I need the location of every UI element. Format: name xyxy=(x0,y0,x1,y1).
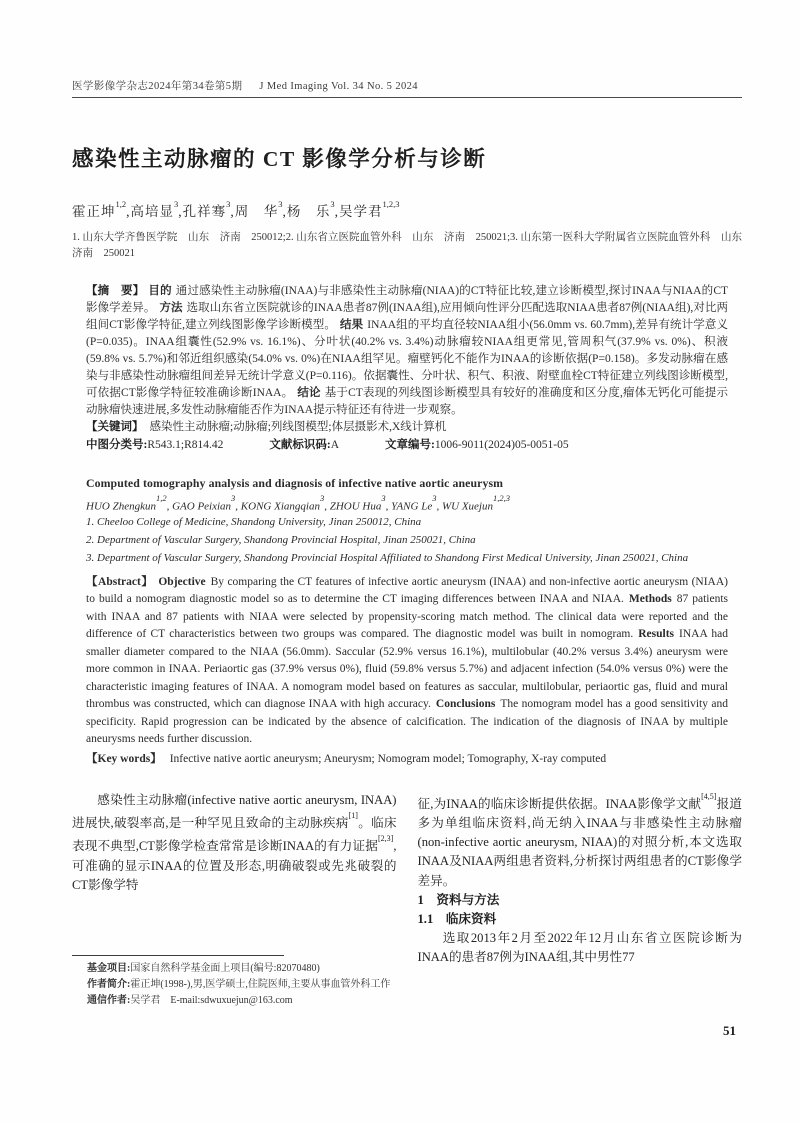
author-affil-sup: 3 xyxy=(174,198,179,209)
corresponding-author-note xyxy=(72,993,397,1009)
corresponding-author-text: 吴学君 E-mail:sdwuxuejun@163.com xyxy=(130,994,293,1006)
doc-code-label: 文献标识码: xyxy=(269,439,331,451)
body-paragraph-methods: 选取2013年2月至2022年12月山东省立医院诊断为INAA的患者87例为INAA组,其中男性77 xyxy=(417,931,742,965)
author-zh: ,杨 乐 xyxy=(282,204,331,219)
section-heading-1: 1 资料与方法 xyxy=(417,892,500,907)
methods-label: 方法 xyxy=(159,302,183,314)
body-paragraph-right xyxy=(418,791,743,891)
author-affil-sup: 1,2,3 xyxy=(382,198,400,209)
author-en: HUO Zhengkun xyxy=(86,500,156,513)
authors-zh xyxy=(72,200,742,220)
article-id xyxy=(385,437,569,454)
conclusions-en-label: Conclusions xyxy=(435,698,496,711)
results-text: INAA组的平均直径较NIAA组小(56.0mm vs. 60.7mm),差异有统计学意义(P=0.035)。INAA组囊性(52.9% vs. 16.1%)、分叶状(40.2% vs. 3.4%)动脉瘤较NIAA组更常见,管周积气(37.9% vs. 0%)、积液(59.8% vs. 5.7%)和邻近组织感染(54.0% vs. 0%)在NIAA组罕见。瘤壁钙化不能作为INAA的诊断依据(P=0.158)。多发动脉瘤在感染与非感染性动脉瘤组间差异无统计学意义(P=0.116)。依据囊性、分叶状、积气、积液、附壁血栓CT特征建立列线图诊断模型,可依据CT影像学特征较准确诊断INAA。 xyxy=(86,319,729,399)
author-zh: ,周 华 xyxy=(230,204,279,219)
body-paragraph-left xyxy=(72,791,397,895)
running-head-en: J Med Imaging Vol. 34 No. 5 2024 xyxy=(259,81,418,92)
body-text: 。临床表现不典型,CT影像学检查常常是诊断INAA的有力证据 xyxy=(72,816,397,854)
right-column xyxy=(418,791,743,1009)
authors-en xyxy=(86,493,728,513)
article-title-en: Computed tomography analysis and diagnosis of infective native aortic aneurysm xyxy=(86,476,504,490)
doc-code-value: A xyxy=(330,439,340,451)
author-en: , GAO Peixian xyxy=(166,500,232,513)
objective-en-text: By comparing the CT features of infective aortic aneurysm (INAA) and non-infective aortic aneurysm (NIAA) to build a nomogram diagnostic model so as to determine the CT imaging differences between INAA and NIAA. xyxy=(86,575,728,606)
left-column xyxy=(72,791,397,1009)
abstract-label: 【摘 要】 xyxy=(86,285,145,297)
funding-label: 基金项目: xyxy=(87,963,131,975)
results-label: 结果 xyxy=(340,319,364,331)
abstract-en-label: 【Abstract】 xyxy=(86,575,154,588)
methods-en-label: Methods xyxy=(628,593,672,606)
author-zh: ,孔祥骞 xyxy=(178,204,227,219)
corresponding-author-label: 通信作者: xyxy=(87,994,131,1006)
author-affil-sup: 3 xyxy=(278,198,283,209)
keywords-en xyxy=(86,751,728,768)
reference-citation: [2,3] xyxy=(378,834,394,844)
article-id-label: 文章编号: xyxy=(385,439,435,451)
body-text: ,可准确的显示INAA的位置及形态,明确破裂或先兆破裂的CT影像学特 xyxy=(72,839,397,892)
author-bio-label: 作者简介: xyxy=(87,979,131,991)
section-heading-1-1: 1.1 临床资料 xyxy=(417,912,497,927)
english-block xyxy=(86,476,728,768)
author-zh: ,吴学君 xyxy=(334,204,383,219)
author-en: , YANG Le xyxy=(385,500,433,513)
author-zh: 霍正坤 xyxy=(72,204,116,219)
body-text: 报道多为单组临床资料,尚无纳入INAA与非感染性主动脉瘤(non-infective aortic aneurysm, NIAA)的对照分析,本文选取INAA及NIAA两组患者资料,分析探讨两组患者的CT影像学差异。 xyxy=(417,796,742,888)
affiliation-en-2: 2. Department of Vascular Surgery, Shandong Provincial Hospital, Jinan 250021, China xyxy=(86,533,476,546)
author-bio-text: 霍正坤(1998-),男,医学硕士,住院医师,主要从事血管外科工作 xyxy=(130,979,391,991)
methods-en-text: 87 patients with INAA and 87 patients with NIAA were selected by propensity-scoring match method. The clinical data were reported and the difference of CT characteristics between two groups was compared. The diagnostic model was built in nomogram. xyxy=(86,593,728,641)
author-affil-sup: 3 xyxy=(231,493,236,504)
keywords-label: 【关键词】 xyxy=(86,421,144,433)
affiliation-en-3: 3. Department of Vascular Surgery, Shandong Provincial Hospital Affiliated to Shandong First Medical University, Jinan 250021, China xyxy=(86,551,689,564)
page-number: 51 xyxy=(723,1022,736,1038)
meta-line xyxy=(86,437,728,454)
reference-citation: [1] xyxy=(348,810,358,820)
author-en: , WU Xuejun xyxy=(436,500,493,513)
reference-citation: [4,5] xyxy=(701,791,717,801)
footnote-rule xyxy=(72,955,284,956)
body-columns xyxy=(72,791,742,1009)
author-affil-sup: 3 xyxy=(432,493,437,504)
author-affil-sup: 3 xyxy=(226,198,231,209)
author-affil-sup: 3 xyxy=(330,198,335,209)
author-en: , KONG Xiangqian xyxy=(235,500,320,513)
keywords-text: 感染性主动脉瘤;动脉瘤;列线图模型;体层摄影术,X线计算机 xyxy=(149,421,447,433)
results-en-text: INAA had smaller diameter compared to the NIAA (56.0mm). Saccular (52.9% versus 16.1%), multilobular (40.2% versus 3.4%) aneurysm were more common in INAA. Periaortic gas (37.9% versus 0%), fluid (59.8% versus 5.7%) and adjacent infection (54.0% versus 0%) were the characteristic imaging features of INAA. A nomogram model based on features as saccular, multilobular, periaortic gas, fluid and mural thrombus was constructed, which can diagnose INAA with high accuracy. xyxy=(86,628,728,711)
clc-value: R543.1;R814.42 xyxy=(147,439,224,451)
clc-number xyxy=(86,437,223,454)
funding-note xyxy=(72,961,397,977)
article-id-value: 1006-9011(2024)05-0051-05 xyxy=(434,439,569,451)
affiliation-en-1: 1. Cheeloo College of Medicine, Shandong University, Jinan 250012, China xyxy=(86,515,422,528)
article-title-zh: 感染性主动脉瘤的 CT 影像学分析与诊断 xyxy=(72,147,487,171)
author-bio-note xyxy=(72,977,397,993)
conclusion-text: 基于CT表现的列线图诊断模型具有较好的准确度和区分度,瘤体无钙化可能提示动脉瘤快速进展,多发性动脉瘤能否作为INAA提示特征还有待进一步观察。 xyxy=(86,387,728,416)
affiliations-en xyxy=(86,514,728,567)
abstract-zh xyxy=(86,283,728,419)
keywords-zh xyxy=(86,419,728,436)
author-en: , ZHOU Hua xyxy=(324,500,382,513)
document-code xyxy=(269,437,339,454)
conclusions-en-text: The nomogram model has a good sensitivity and specificity. Rapid progression can be indicated by the absence of calcification. The indication of the diagnosis of INAA by multiple aneurysms needs further discussion. xyxy=(86,698,729,746)
author-affil-sup: 1,2 xyxy=(155,493,167,504)
keywords-en-label: 【Key words】 xyxy=(86,752,162,765)
author-zh: ,高培显 xyxy=(126,204,174,219)
affiliations-zh: 1. 山东大学齐鲁医学院 山东 济南 250012;2. 山东省立医院血管外科 山东 济南 250021;3. 山东第一医科大学附属省立医院血管外科 山东 济南 250021 xyxy=(72,232,753,259)
objective-label: 目的 xyxy=(148,285,172,297)
running-head xyxy=(72,78,742,98)
body-text: 感染性主动脉瘤(infective native aortic aneurysm, INAA)进展快,破裂率高,是一种罕见且致命的主动脉疾病 xyxy=(72,792,397,831)
author-affil-sup: 1,2,3 xyxy=(492,493,510,504)
abstract-en xyxy=(86,574,728,749)
keywords-en-text: Infective native aortic aneurysm; Aneurysm; Nomogram model; Tomography, X-ray computed xyxy=(169,752,607,765)
conclusion-label: 结论 xyxy=(297,387,321,399)
objective-en-label: Objective xyxy=(158,575,206,588)
author-affil-sup: 3 xyxy=(319,493,325,504)
results-en-label: Results xyxy=(638,628,675,641)
body-text: 征,为INAA的临床诊断提供依据。INAA影像学文献 xyxy=(417,796,702,811)
funding-text: 国家自然科学基金面上项目(编号:82070480) xyxy=(130,963,320,975)
author-affil-sup: 1,2 xyxy=(115,198,127,209)
objective-text: 通过感染性主动脉瘤(INAA)与非感染性主动脉瘤(NIAA)的CT特征比较,建立诊断模型,探讨INAA与NIAA的CT影像学差异。 xyxy=(86,285,729,314)
author-affil-sup: 3 xyxy=(381,493,386,504)
footnote-block xyxy=(72,955,397,1008)
running-head-zh: 医学影像学杂志2024年第34卷第5期 xyxy=(72,81,243,92)
clc-label: 中图分类号: xyxy=(86,439,148,451)
methods-text: 选取山东省立医院就诊的INAA患者87例(INAA组),应用倾向性评分匹配选取NIAA患者87例(NIAA组),对比两组间CT影像学特征,建立列线图影像学诊断模型。 xyxy=(86,302,729,331)
